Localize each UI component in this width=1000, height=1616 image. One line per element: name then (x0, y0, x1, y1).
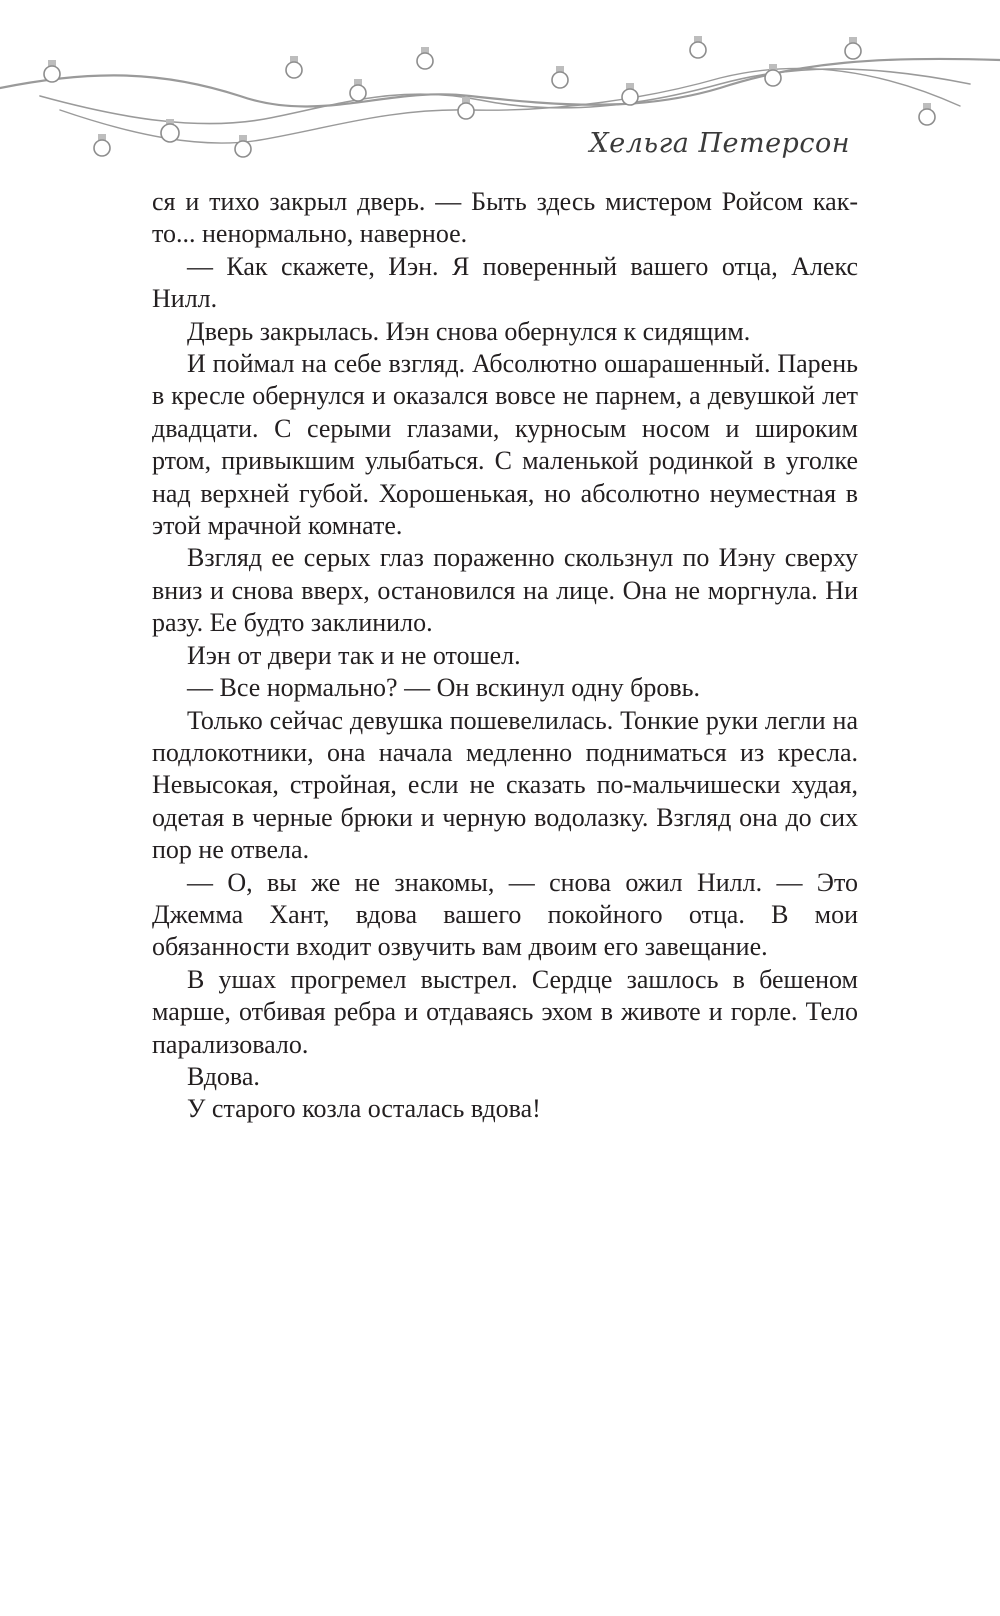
bulb-icon (765, 64, 781, 86)
paragraph: В ушах прогремел выстрел. Сердце зашлось в бешеном марше, отбивая ребра и отдаваясь эхом в животе и горле. Тело парализовало. (152, 964, 858, 1059)
paragraph: — Все нормально? — Он вскинул одну бровь. (187, 673, 700, 703)
bulb-icon (44, 60, 60, 82)
paragraph: И поймал на себе взгляд. Абсолютно ошарашенный. Парень в кресле обернулся и оказался вовсе не парнем, а девушкой лет двадцати. С серыми глазами, курносым носом и широким ртом, привыкшим улыбаться. С маленькой родинкой в уголке над верхней губой. Хорошенькая, но абсолютно неуместная в этой мрачной комнате. (152, 349, 858, 541)
bulb-icon (552, 66, 568, 88)
bulb-icon (350, 79, 366, 101)
bulb-icon (622, 83, 638, 105)
bulb-icon (286, 56, 302, 78)
running-header-author: Хельга Петерсон (589, 128, 850, 159)
bulb-icon (919, 103, 935, 125)
paragraph: — О, вы же не знакомы, — снова ожил Нилл. — Это Джемма Хант, вдова вашего покойного отца. В мои обязанности входит озвучить вам двоим его завещание. (152, 867, 858, 962)
bulb-icon (690, 36, 706, 58)
bulb-icon (94, 134, 110, 156)
paragraph: Взгляд ее серых глаз пораженно скользнул по Иэну сверху вниз и снова вверх, остановился на лице. Она не моргнула. Ни разу. Ее будто заклинило. (152, 543, 858, 638)
paragraph: — Как скажете, Иэн. Я поверенный вашего отца, Алекс Нилл. (152, 251, 858, 314)
paragraph: Вдова. (187, 1061, 260, 1091)
bulb-icon (458, 97, 474, 119)
paragraph: У старого козла осталась вдова! (187, 1094, 541, 1124)
paragraph: Дверь закрылась. Иэн снова обернулся к сидящим. (187, 316, 751, 346)
string-lights-garland (0, 0, 1000, 200)
garland-wire-middle (40, 69, 970, 124)
page-body-text (152, 186, 858, 1126)
paragraph: ся и тихо закрыл дверь. — Быть здесь мистером Ройсом как-то... ненормально, наверное. (152, 187, 858, 249)
garland-wire-upper (0, 59, 1000, 107)
paragraph: Только сейчас девушка пошевелилась. Тонкие руки легли на подлокотники, она начала медленно подниматься из кресла. Невысокая, стройная, если не сказать по-мальчишески худая, одетая в черные брюки и черную водолазку. Взгляд она до сих пор не отвела. (152, 705, 858, 865)
bulb-icon (845, 37, 861, 59)
paragraph: Иэн от двери так и не отошел. (187, 640, 521, 670)
bulb-icon (417, 47, 433, 69)
bulb-icon (235, 135, 251, 157)
